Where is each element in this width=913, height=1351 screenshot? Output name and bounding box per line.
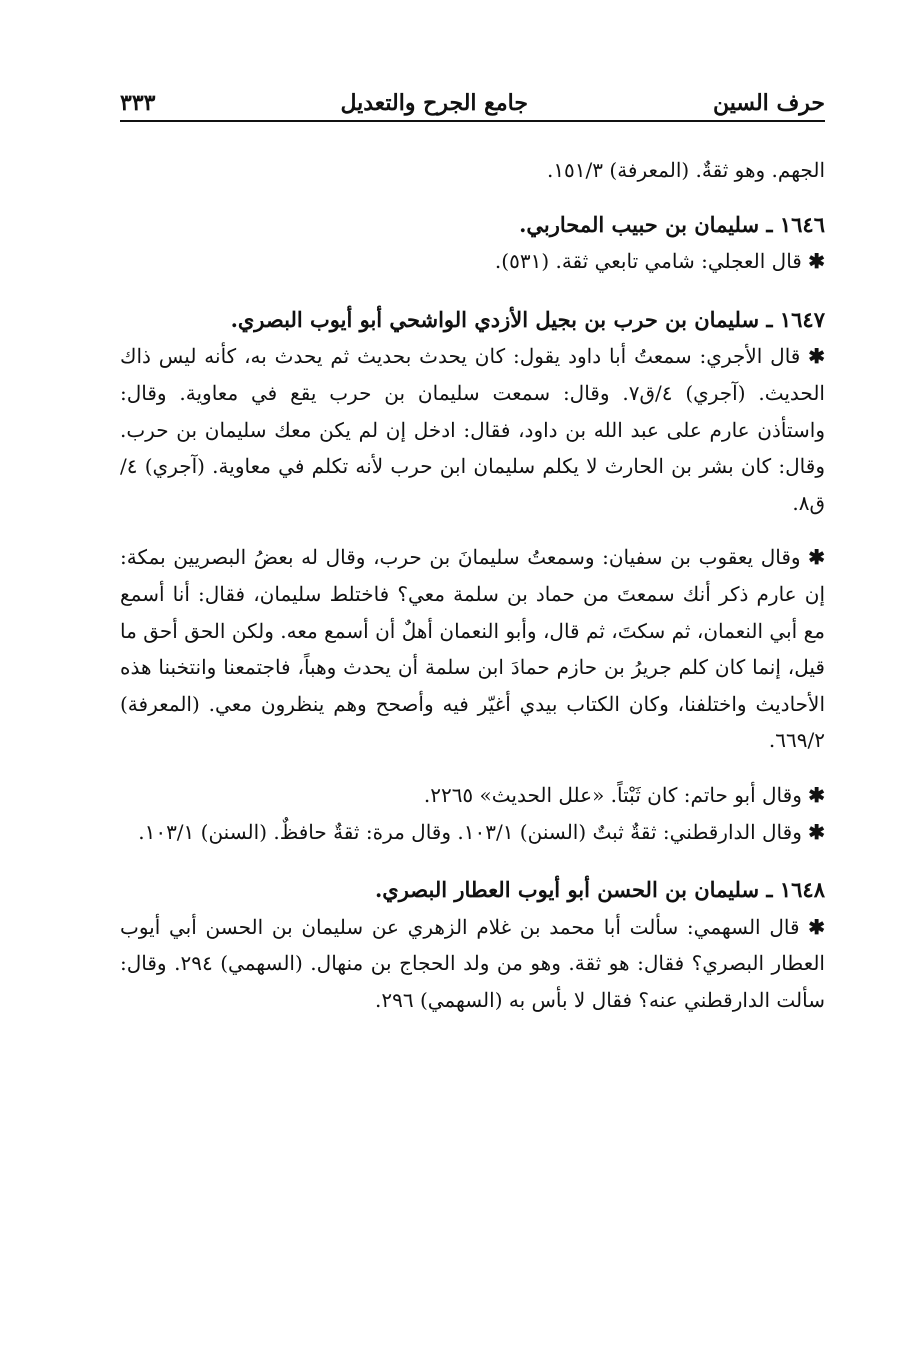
page-body bbox=[120, 152, 825, 1018]
star-bullet-icon: ✱ bbox=[808, 914, 825, 939]
entry-1646-paragraph-1 bbox=[120, 243, 825, 280]
header-book-title: جامع الجرح والتعديل bbox=[340, 90, 528, 116]
paragraph-text: وقال أبو حاتم: كان ثَبْتاً. «علل الحديث» ٢٢٦٥. bbox=[423, 782, 802, 807]
entry-1646-title: ١٦٤٦ ـ سليمان بن حبيب المحاربي. bbox=[519, 211, 825, 237]
header-chapter: حرف السين bbox=[712, 90, 825, 116]
entry-1648-paragraph-1 bbox=[120, 909, 825, 1019]
star-bullet-icon: ✱ bbox=[808, 782, 825, 807]
paragraph-text: وقال الدارقطني: ثقةٌ ثبتٌ (السنن) ١٠٣/١. وقال مرة: ثقةٌ حافظٌ. (السنن) ١٠٣/١. bbox=[138, 819, 802, 844]
star-bullet-icon: ✱ bbox=[808, 249, 825, 274]
entry-1647-paragraph-4 bbox=[120, 814, 825, 851]
entry-1648-title: ١٦٤٨ ـ سليمان بن الحسن أبو أيوب العطار البصري. bbox=[374, 877, 825, 903]
paragraph-text: قال العجلي: شامي تابعي ثقة. (٥٣١). bbox=[494, 249, 802, 274]
entry-1647-paragraph-2 bbox=[120, 539, 825, 759]
paragraph-text: قال السهمي: سألت أبا محمد بن غلام الزهري عن سليمان بن الحسن أبي أيوب العطار البصري؟ فقال: هو ثقة. وهو من ولد الحجاج بن منهال. (السهمي) ٢٩٤. وقال: سألت الدارقطني عنه؟ فقال لا بأس به (السهمي) ٢٩٦. bbox=[120, 914, 825, 1012]
header-rule bbox=[120, 120, 825, 122]
paragraph-text: وقال يعقوب بن سفيان: وسمعتُ سليمانَ بن حرب، وقال له بعضُ البصريين بمكة: إن عارم ذكر أنك سمعتَ من حماد بن سلمة معي؟ فاختلط سليمان، فقال: أنا أسمع مع أبي النعمان، ثم سكتَ، ثم قال، وأبو النعمان أهلٌ أن أسمع معه. ولكن الحق أحق ما قيل، إنما كان كلم جريرُ بن حازم حمادَ ابن سلمة أن يحدث وهباً، فاجتمعنا وانتخبنا هذه الأحاديث واختلفنا، وكان الكتاب بيدي أغيّر فيه وأصحح وهم ينظرون معي. (المعرفة) ٦٦٩/٢. bbox=[120, 545, 825, 753]
star-bullet-icon: ✱ bbox=[808, 545, 825, 570]
star-bullet-icon: ✱ bbox=[808, 344, 825, 369]
entry-1647-paragraph-3 bbox=[120, 777, 825, 814]
continuation-paragraph: الجهم. وهو ثقةٌ. (المعرفة) ١٥١/٣. bbox=[546, 158, 825, 182]
star-bullet-icon: ✱ bbox=[808, 819, 825, 844]
page-number: ٣٣٣ bbox=[120, 90, 156, 116]
running-header bbox=[120, 66, 825, 116]
entry-1647-paragraph-1 bbox=[120, 338, 825, 521]
entry-1647-title: ١٦٤٧ ـ سليمان بن حرب بن بجيل الأزدي الواشحي أبو أيوب البصري. bbox=[230, 306, 825, 332]
paragraph-text: قال الأجري: سمعتُ أبا داود يقول: كان يحدث بحديث ثم يحدث به، كأنه ليس ذاك الحديث. (آجري) ٤/ق٧. وقال: سمعت سليمان بن حرب يقع في معاوية. وقال: واستأذن عارم على عبد الله بن داود، فقال: ادخل إن لم يكن معك سليمان بن حرب. وقال: كان بشر بن الحارث لا يكلم سليمان ابن حرب لأنه تكلم في معاوية. (آجري) ٤/ق٨. bbox=[120, 344, 825, 515]
